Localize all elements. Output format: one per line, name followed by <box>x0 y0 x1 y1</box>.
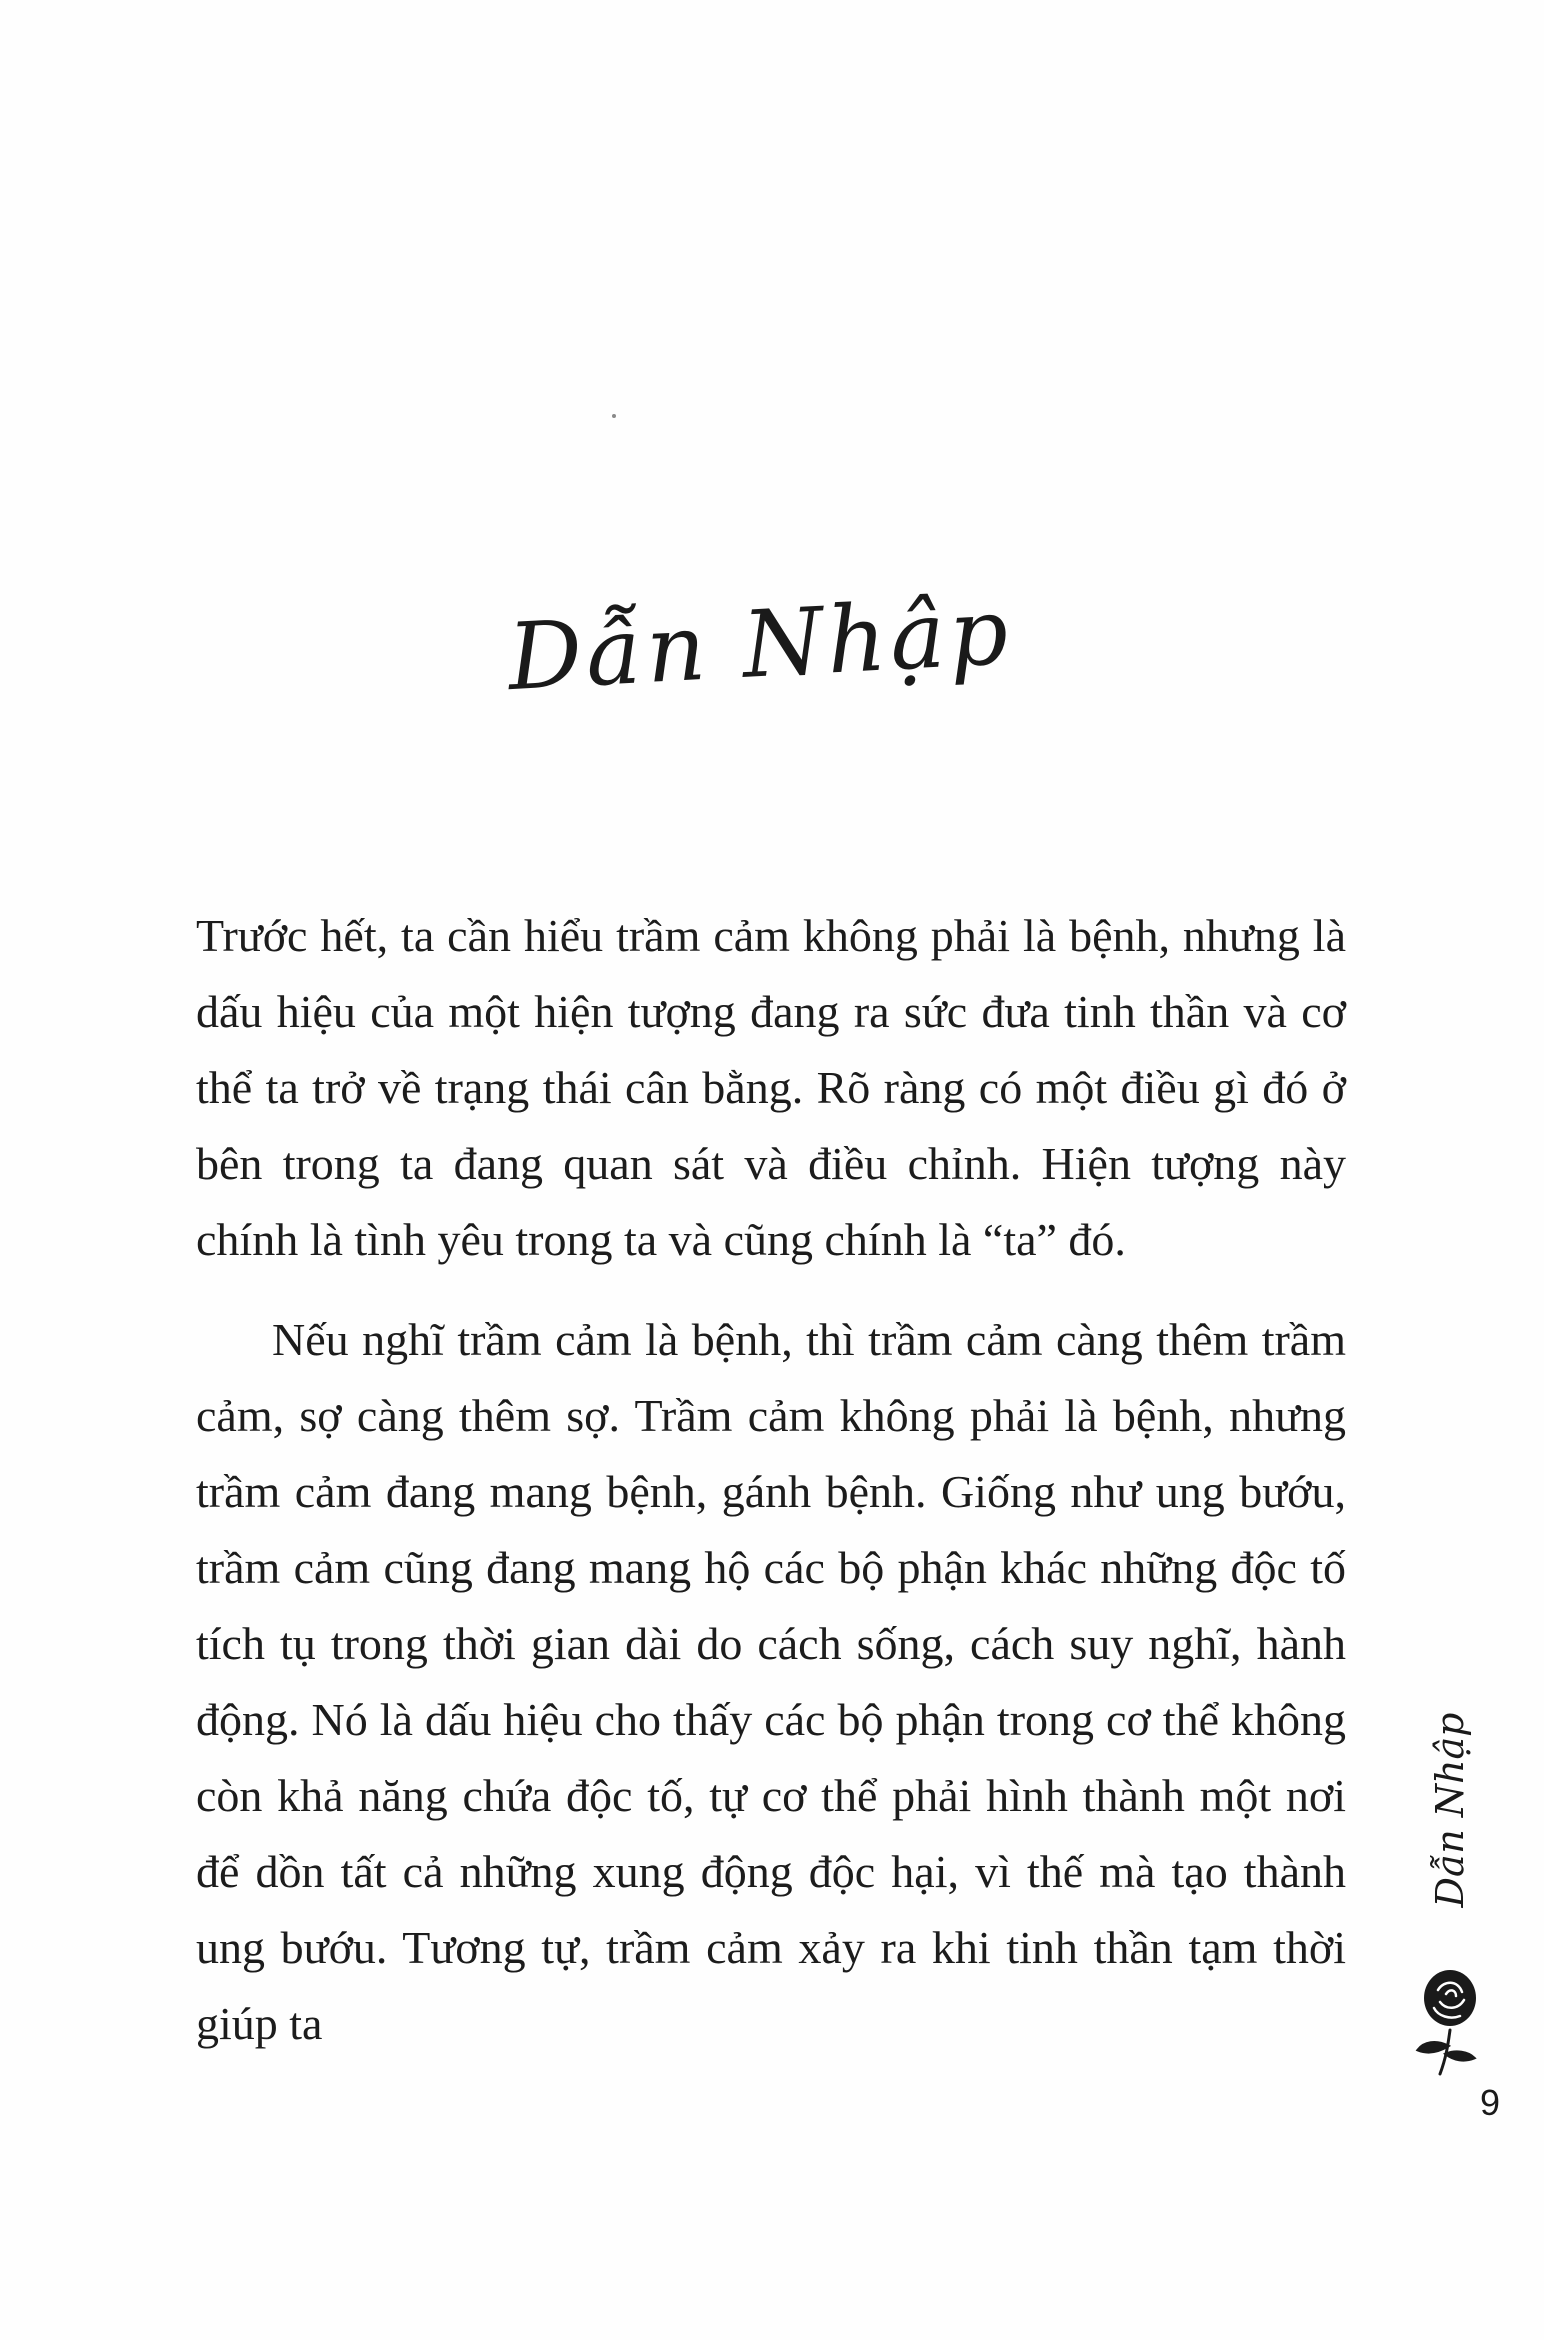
page-number: 9 <box>1479 2082 1501 2123</box>
body-text <box>196 898 1346 2062</box>
rose-icon <box>1410 1950 1490 2080</box>
paragraph-1: Trước hết, ta cần hiểu trầm cảm không phải là bệnh, nhưng là dấu hiệu của một hiện tượng đang ra sức đưa tinh thần và cơ thể ta trở về trạng thái cân bằng. Rõ ràng có một điều gì đó ở bên trong ta đang quan sát và điều chỉnh. Hiện tượng này chính là tình yêu trong ta và cũng chính là “ta” đó. <box>196 910 1346 1265</box>
running-head-title: Dẫn Nhập <box>1428 1712 1472 1908</box>
chapter-title: Dẫn Nhập <box>505 577 1015 712</box>
paragraph-2: Nếu nghĩ trầm cảm là bệnh, thì trầm cảm càng thêm trầm cảm, sợ càng thêm sợ. Trầm cảm không phải là bệnh, nhưng trầm cảm đang mang bệnh, gánh bệnh. Giống như ung bướu, trầm cảm cũng đang mang hộ các bộ phận khác những độc tố tích tụ trong thời gian dài do cách sống, cách suy nghĩ, hành động. Nó là dấu hiệu cho thấy các bộ phận trong cơ thể không còn khả năng chứa độc tố, tự cơ thể phải hình thành một nơi để dồn tất cả những xung động độc hại, vì thế mà tạo thành ung bướu. Tương tự, trầm cảm xảy ra khi tinh thần tạm thời giúp ta <box>196 1314 1346 2049</box>
side-running-header <box>1400 1660 1500 2080</box>
print-speck <box>612 414 616 418</box>
